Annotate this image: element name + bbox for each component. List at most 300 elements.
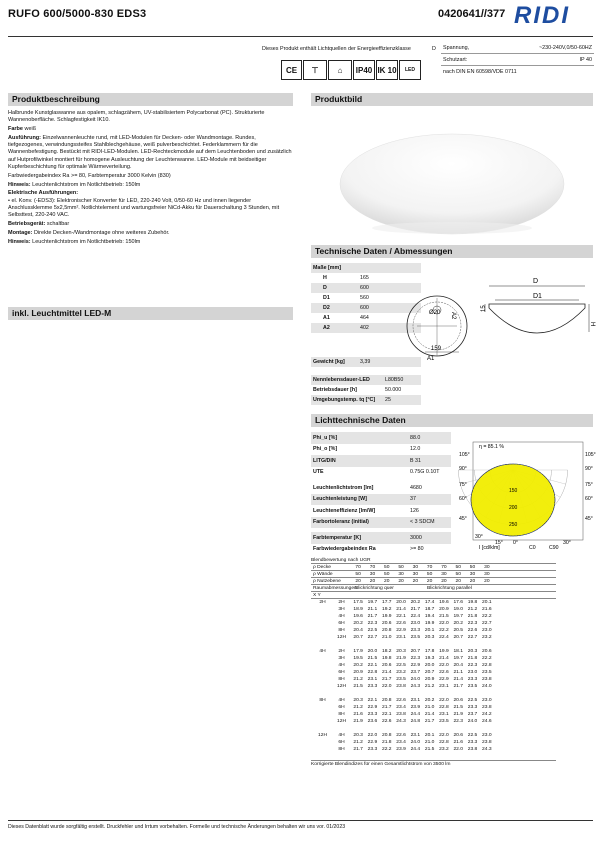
polar-angle-label: 105° [459, 452, 470, 458]
ugr-value: 23.2 [439, 747, 449, 752]
ugr-value: 22.4 [410, 614, 421, 619]
ugr-value: 20.8 [381, 628, 392, 633]
ugr-y: 8H [338, 712, 345, 717]
energy-class-text: Dieses Produkt enthält Lichtquellen der Energieeffizienzklasse [262, 46, 411, 52]
ugr-value: 23.2 [396, 670, 406, 675]
ugr-y: 6H [338, 705, 345, 710]
polar-ring-label: 200 [509, 505, 518, 511]
spec-label: Schutzart: [443, 56, 468, 63]
ugr-room-dim [311, 607, 351, 612]
ugr-value: 20.6 [453, 698, 463, 703]
ugr-value: 24.0 [410, 677, 421, 682]
ugr-value: 20.9 [353, 670, 363, 675]
ugr-value: 23.7 [467, 712, 478, 717]
light-key: LITG/DIN [313, 457, 336, 464]
ugr-value: 23.5 [396, 677, 406, 682]
ugr-value: 19.8 [467, 600, 478, 605]
ugr-value: 24.3 [396, 719, 406, 724]
light-row [311, 432, 451, 444]
electrical-specs [441, 42, 594, 78]
ugr-value: 18.9 [353, 607, 363, 612]
driver-icon: ⌂ [328, 60, 352, 80]
polar-angle-label: 0° [513, 540, 518, 546]
ugr-value: 21.9 [353, 719, 363, 724]
d20-label: Ø20 [429, 310, 441, 316]
polar-angle-label: 60° [459, 496, 467, 502]
ugr-value: 23.8 [396, 684, 406, 689]
ugr-value: 24.4 [410, 712, 421, 717]
ugr-value: 23.5 [439, 719, 449, 724]
ugr-value: 24.8 [410, 719, 421, 724]
ugr-y: 3H [338, 607, 345, 612]
ugr-value: 23.2 [482, 635, 492, 640]
dimension-key: D2 [323, 305, 330, 311]
section-tech: Technische Daten / Abmessungen [311, 245, 593, 258]
ugr-value: 20.5 [453, 628, 463, 633]
luminaire-dome [340, 134, 564, 234]
ugr-room-label: Raumabmessungen [313, 585, 357, 591]
ugr-value: 21.8 [381, 740, 392, 745]
ugr-reflectance-row [311, 578, 556, 585]
ugr-value: 21.4 [439, 656, 449, 661]
light-row [311, 544, 451, 556]
ugr-value: 23.1 [367, 677, 378, 682]
ugr-value: 23.3 [367, 684, 378, 689]
ugr-room-dim [311, 663, 351, 668]
ugr-reflectance-value: 50 [398, 564, 404, 570]
ugr-value: 24.0 [482, 684, 492, 689]
ugr-value: 20.3 [467, 649, 478, 654]
ugr-value: 24.0 [410, 740, 421, 745]
color-label: Farbe [8, 126, 23, 133]
ugr-y: 12H [337, 719, 346, 724]
header-divider [8, 36, 593, 37]
polar-c90: C90 [549, 545, 559, 551]
ugr-spacer [311, 641, 556, 648]
ik-rating-icon: IK 10 [376, 60, 398, 80]
operating-label: Betriebsgerät: [8, 221, 46, 228]
note2-label: Hinweis: [8, 238, 31, 245]
h-label: H [589, 322, 595, 327]
lifetime-value: 50.000 [385, 387, 402, 393]
ugr-reflectance-value: 50 [426, 571, 433, 577]
ugr-reflectance-value: 30 [441, 571, 447, 577]
mount-value: Direkte Decken-/Wandmontage ohne weiteres Zubehör. [33, 229, 170, 236]
ugr-value: 20.0 [396, 600, 406, 605]
ip-rating-icon: IP40 [353, 60, 375, 80]
design-label: Ausführung: [8, 134, 41, 141]
section-light: Lichttechnische Daten [311, 414, 593, 427]
ugr-room-dim [311, 684, 351, 689]
ugr-value: 22.6 [439, 670, 449, 675]
note-label: Hinweis: [8, 181, 31, 188]
dimension-value: 600 [360, 285, 369, 291]
ugr-reflectance-label: ρ Nutzebene [313, 578, 341, 584]
ugr-value: 19.0 [453, 607, 463, 612]
ugr-value: 20.7 [410, 649, 421, 654]
ugr-value: 19.6 [353, 614, 363, 619]
ugr-value: 20.8 [381, 698, 392, 703]
ugr-x [313, 656, 332, 661]
weight-label: Gewicht [kg] [313, 359, 345, 365]
ugr-value: 22.6 [467, 628, 478, 633]
ugr-value: 19.9 [381, 614, 392, 619]
ugr-value: 22.5 [367, 628, 378, 633]
ugr-value: 20.2 [353, 663, 363, 668]
polar-angle-label: 75° [459, 482, 467, 488]
ugr-row [311, 704, 556, 711]
dimensions-table [311, 263, 421, 367]
ugr-y: 3H [338, 656, 345, 661]
ugr-reflectance-value: 50 [355, 571, 361, 577]
ugr-reflectance-value: 70 [369, 564, 376, 570]
brand-logo: R I D I [514, 2, 569, 29]
ugr-value: 21.0 [381, 635, 392, 640]
ugr-row [311, 676, 556, 683]
weight-value: 3,39 [360, 359, 371, 365]
ugr-row [311, 620, 556, 627]
ugr-value: 22.2 [439, 628, 449, 633]
ugr-reflectance-value: 20 [369, 578, 376, 584]
ugr-value: 23.1 [439, 712, 449, 717]
ugr-value: 20.2 [453, 621, 463, 626]
ce-mark-icon: CE [281, 60, 302, 80]
ugr-value: 23.1 [396, 635, 406, 640]
polar-angle-label: 30° [475, 534, 483, 540]
ugr-value: 22.2 [482, 614, 492, 619]
light-value: 88.0 [410, 434, 421, 441]
ugr-room-dim [311, 628, 351, 633]
ugr-row [311, 606, 556, 613]
mounting-icon: ⊤ [303, 60, 327, 80]
ugr-reflectance-value: 30 [469, 571, 476, 577]
spec-label: Spannung, [443, 44, 470, 51]
ugr-value: 20.1 [482, 600, 492, 605]
ugr-value: 22.0 [381, 684, 392, 689]
ugr-value: 19.5 [353, 656, 363, 661]
light-row [311, 532, 451, 544]
ugr-table [311, 557, 556, 767]
dimension-row [311, 293, 421, 303]
light-value: 4680 [410, 484, 422, 491]
polar-unit: I [cd/klm] [479, 545, 500, 551]
ugr-value: 20.7 [424, 670, 435, 675]
note-value: Leuchtenlichtstrom im Notlichtbetrieb: 150lm [32, 181, 141, 188]
ugr-room-dim [311, 733, 351, 738]
d159-label: 159 [431, 346, 442, 352]
ugr-value: 21.0 [424, 705, 435, 710]
dimensions-header: Maße [mm] [313, 265, 341, 271]
ugr-value: 20.6 [381, 621, 392, 626]
dimension-row [311, 313, 421, 323]
light-key: Leuchtenleistung [W] [313, 496, 367, 503]
ugr-reflectance-value: 50 [384, 564, 390, 570]
ugr-room-dim [311, 705, 351, 710]
polar-diagram [453, 436, 596, 551]
ugr-x [313, 621, 332, 626]
ugr-y: 6H [338, 621, 345, 626]
ugr-value: 17.8 [424, 649, 435, 654]
ugr-value: 22.3 [453, 719, 463, 724]
ugr-value: 23.8 [482, 677, 492, 682]
section-included: inkl. Leuchtmittel LED-M [8, 307, 293, 320]
light-value: < 3 SDCM [410, 519, 435, 526]
ugr-y: 4H [338, 698, 345, 703]
ugr-x [313, 677, 332, 682]
spec-label: nach DIN EN 60598/VDE 0711 [443, 69, 517, 75]
ugr-value: 21.6 [353, 712, 363, 717]
ugr-value: 19.7 [367, 600, 378, 605]
polar-angle-label: 45° [585, 516, 593, 522]
ugr-value: 21.7 [453, 684, 463, 689]
ugr-room-dim [311, 614, 351, 619]
product-image [311, 108, 593, 240]
ugr-value: 23.1 [410, 733, 421, 738]
ugr-value: 20.3 [353, 698, 363, 703]
ugr-y: 8H [338, 628, 345, 633]
ugr-value: 22.0 [439, 621, 449, 626]
product-description [8, 110, 293, 248]
ugr-value: 20.6 [381, 663, 392, 668]
polar-c0: C0 [529, 545, 536, 551]
ugr-room-dim [311, 712, 351, 717]
polar-angle-label: 30° [563, 540, 571, 546]
ugr-value: 23.4 [396, 705, 406, 710]
ugr-y: 8H [338, 747, 345, 752]
operating-value: schaltbar [46, 221, 70, 228]
ugr-y: 8H [338, 677, 345, 682]
ugr-value: 19.6 [439, 600, 449, 605]
ugr-value: 20.3 [353, 733, 363, 738]
ugr-value: 22.8 [439, 705, 449, 710]
ugr-room-dim [311, 719, 351, 724]
ugr-value: 21.9 [396, 656, 406, 661]
ugr-row [311, 648, 556, 655]
ugr-value: 23.0 [482, 628, 492, 633]
light-row [311, 517, 451, 529]
ugr-value: 22.6 [396, 733, 406, 738]
ugr-row [311, 634, 556, 641]
product-code: RUFO 600/5000-830 EDS3 [8, 8, 147, 20]
ugr-value: 22.4 [439, 635, 449, 640]
ugr-value: 23.3 [367, 747, 378, 752]
ugr-value: 21.4 [453, 677, 463, 682]
ugr-spacer [311, 753, 556, 760]
ugr-value: 22.1 [381, 712, 392, 717]
ugr-x [313, 712, 332, 717]
ugr-y: 4H [338, 733, 345, 738]
ugr-value: 21.7 [381, 705, 392, 710]
lifetime-key: Nennlebensdauer-LED [313, 377, 370, 383]
ugr-value: 21.4 [381, 670, 392, 675]
ugr-value: 21.2 [353, 705, 363, 710]
ugr-reflectance-value: 30 [369, 571, 376, 577]
ugr-value: 22.8 [439, 740, 449, 745]
ugr-value: 17.7 [381, 600, 392, 605]
polar-angle-label: 75° [585, 482, 593, 488]
light-value: 0.75G 0.10T [410, 469, 440, 476]
ugr-value: 22.7 [467, 635, 478, 640]
ugr-y: 12H [337, 635, 346, 640]
ugr-value: 20.3 [396, 649, 406, 654]
ugr-row [311, 746, 556, 753]
lifetime-row [311, 385, 421, 395]
ugr-value: 18.1 [453, 649, 463, 654]
ugr-value: 22.6 [396, 698, 406, 703]
light-key: Farbortoleranz (initial) [313, 519, 369, 526]
ugr-reflectance-value: 20 [412, 578, 419, 584]
ugr-reflectance-value: 20 [455, 578, 461, 584]
ugr-value: 20.1 [424, 733, 435, 738]
lifetime-value: L80B50 [385, 377, 404, 383]
ugr-value: 17.4 [424, 600, 435, 605]
dimension-value: 560 [360, 295, 369, 301]
a1-label: A1 [427, 356, 435, 362]
ugr-value: 20.4 [353, 628, 363, 633]
ugr-x [313, 614, 332, 619]
polar-eta: η = 85.1 % [479, 444, 504, 450]
ugr-value: 22.0 [439, 733, 449, 738]
ugr-value: 23.5 [482, 670, 492, 675]
light-key: Leuchteneffizienz [lm/W] [313, 507, 376, 514]
ugr-x [313, 635, 332, 640]
ugr-value: 22.7 [482, 621, 492, 626]
ugr-value: 21.1 [367, 607, 378, 612]
ugr-value: 23.0 [467, 670, 478, 675]
lifetime-row [311, 395, 421, 405]
ugr-y: 12H [337, 684, 346, 689]
ugr-value: 20.7 [353, 635, 363, 640]
spec-value: IP 40 [579, 56, 592, 63]
ugr-reflectance-label: ρ Wände [313, 571, 333, 577]
ugr-value: 22.0 [439, 663, 449, 668]
ugr-value: 22.2 [381, 747, 392, 752]
ugr-value: 21.6 [453, 740, 463, 745]
ugr-value: 22.0 [439, 698, 449, 703]
ugr-row [311, 739, 556, 746]
light-row [311, 494, 451, 506]
cri-line: Farbwiedergabeindex Ra >= 80, Farbtemperatur 3000 Kelvin (830) [8, 172, 171, 179]
light-row [311, 505, 451, 517]
ugr-value: 20.2 [410, 600, 421, 605]
ugr-value: 23.8 [482, 705, 492, 710]
ugr-reflectance-label: ρ Decke [313, 564, 332, 570]
ugr-spacer [311, 725, 556, 732]
light-value: >= 80 [410, 546, 424, 553]
ugr-value: 22.8 [367, 670, 378, 675]
polar-angle-label: 45° [459, 516, 467, 522]
ugr-value: 23.8 [396, 712, 406, 717]
ugr-reflectance-value: 20 [484, 578, 490, 584]
ugr-value: 22.3 [467, 663, 478, 668]
ugr-value: 20.9 [439, 607, 449, 612]
dimension-key: A1 [323, 315, 330, 321]
ugr-value: 21.8 [467, 614, 478, 619]
ugr-x [313, 663, 332, 668]
ugr-x: 4H [319, 649, 326, 654]
ugr-x: 8H [319, 698, 326, 703]
h15-label: 15 [481, 305, 487, 312]
lifetime-value: 25 [385, 397, 391, 403]
ugr-row [311, 683, 556, 690]
ugr-value: 21.7 [367, 614, 378, 619]
ugr-x [313, 719, 332, 724]
ugr-value: 20.7 [453, 635, 463, 640]
ugr-value: 23.9 [410, 705, 421, 710]
ugr-value: 23.3 [410, 628, 421, 633]
dimension-row [311, 273, 421, 283]
ugr-reflectance-value: 30 [484, 564, 490, 570]
dimension-value: 165 [360, 275, 369, 281]
ugr-reflectance-value: 30 [484, 571, 490, 577]
ugr-value: 22.1 [367, 698, 378, 703]
ugr-value: 22.9 [396, 628, 406, 633]
ugr-row [311, 669, 556, 676]
ugr-y: 6H [338, 670, 345, 675]
light-row [311, 444, 451, 456]
ugr-reflectance-value: 30 [398, 571, 404, 577]
ugr-value: 23.3 [367, 712, 378, 717]
light-row [311, 467, 451, 479]
ugr-room-dim [311, 600, 351, 605]
polar-ring-label: 250 [509, 522, 518, 528]
ugr-value: 24.2 [482, 712, 492, 717]
light-key: Farbtemperatur [K] [313, 534, 361, 541]
ugr-reflectance-value: 20 [355, 578, 361, 584]
ugr-reflectance-value: 30 [412, 564, 419, 570]
ugr-room-dim [311, 635, 351, 640]
ugr-row [311, 655, 556, 662]
a2-label: A2 [450, 312, 456, 320]
ugr-x: 12H [318, 733, 327, 738]
ugr-room-dim [311, 621, 351, 626]
ugr-value: 23.3 [467, 705, 478, 710]
polar-angle-label: 90° [459, 466, 467, 472]
ugr-value: 22.8 [482, 663, 492, 668]
ugr-value: 22.6 [381, 719, 392, 724]
lifetime-key: Umgebungstemp. tq [°C] [313, 397, 376, 403]
ugr-value: 24.6 [482, 719, 492, 724]
ugr-footnote: Korrigierte Blendindizes für einen Gesamtlichtstrom von 3500 lm [311, 761, 451, 767]
mount-label: Montage: [8, 229, 33, 236]
ugr-x [313, 705, 332, 710]
ugr-value: 21.2 [353, 677, 363, 682]
ugr-value: 20.0 [424, 663, 435, 668]
light-key: Phi_o [%] [313, 446, 338, 453]
dimension-value: 600 [360, 305, 369, 311]
ugr-view-long: Blickrichtung parallel [427, 585, 472, 591]
ugr-row [311, 613, 556, 620]
ugr-view-cross: Blickrichtung quer [355, 585, 394, 591]
ugr-value: 21.5 [367, 656, 378, 661]
ugr-title: Blendbewertung nach UGR [311, 557, 371, 563]
ugr-value: 21.5 [424, 747, 435, 752]
footer-divider [8, 820, 593, 821]
ugr-value: 19.9 [439, 649, 449, 654]
ugr-value: 21.8 [467, 656, 478, 661]
article-number: 0420641//377 [438, 8, 506, 20]
ugr-value: 23.7 [410, 670, 421, 675]
light-value: B 31 [410, 457, 421, 464]
ugr-value: 21.4 [424, 712, 435, 717]
ugr-value: 21.7 [424, 719, 435, 724]
ugr-reflectance-value: 70 [426, 564, 433, 570]
ugr-room-dim [311, 747, 351, 752]
spec-value: ~230-240V,0/50-60HZ [539, 44, 592, 51]
ugr-value: 23.6 [367, 719, 378, 724]
description-intro: Halbrunde Kunstglaswanne aus opalem, schlagzähem, UV-stabilisiertem Polycarbonat (PC). Strukturierte Wannenoberfläche. Schlagfestigkeit IK10. [8, 110, 265, 124]
ugr-reflectance-value: 20 [469, 578, 476, 584]
